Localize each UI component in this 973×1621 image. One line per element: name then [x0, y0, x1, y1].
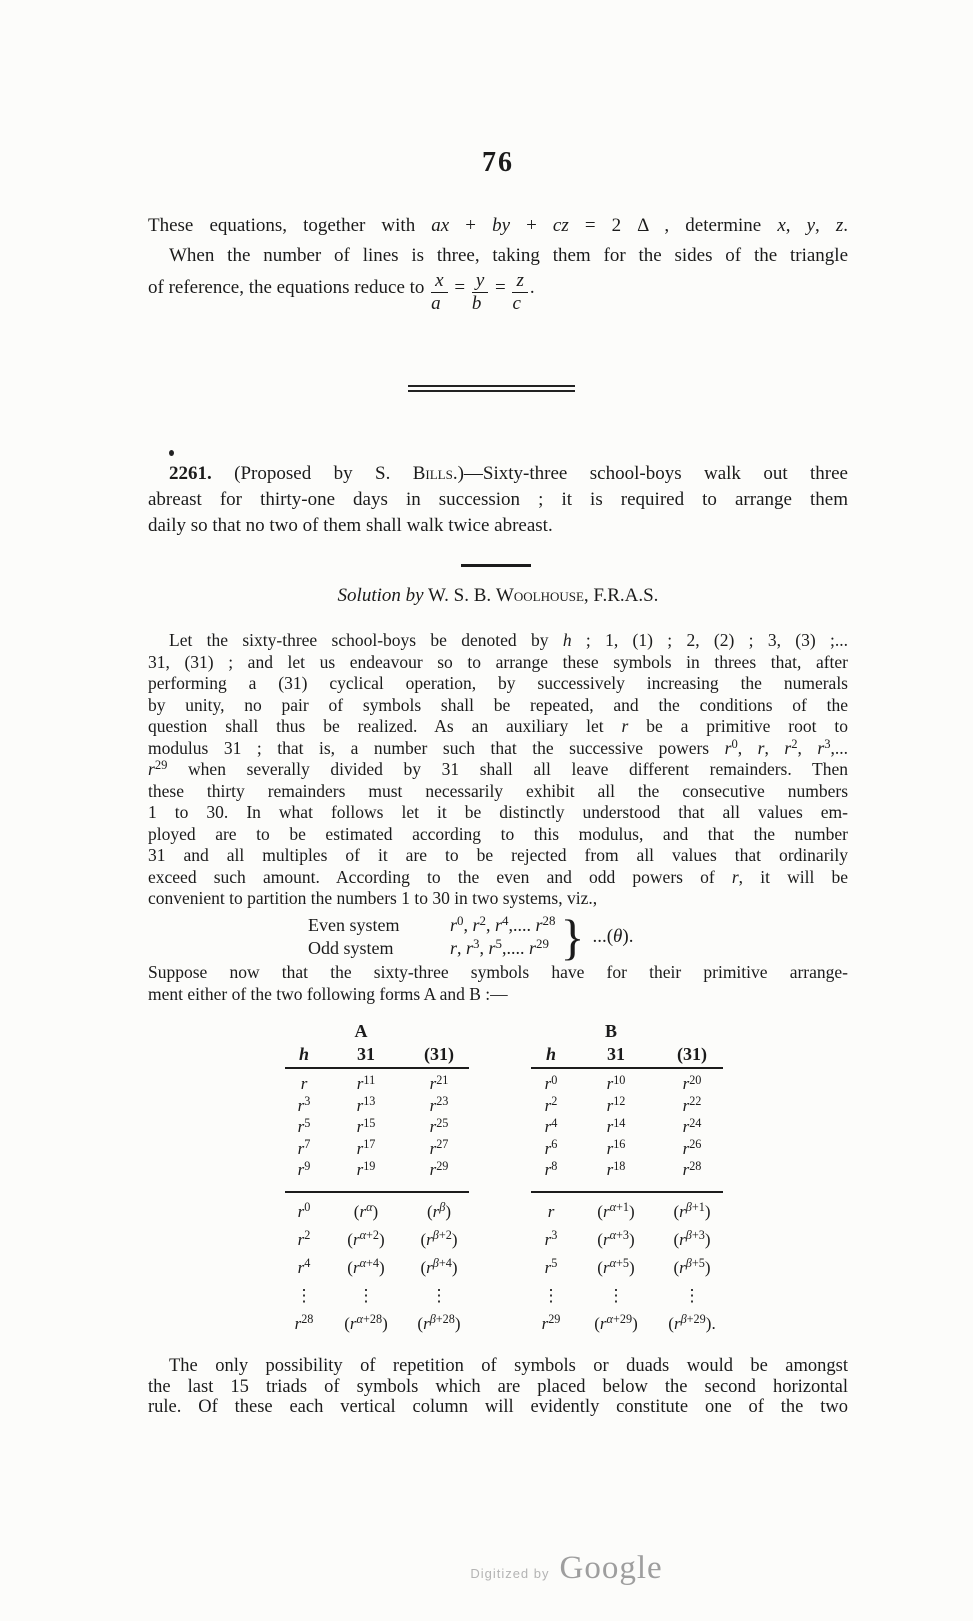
table-cell: $(r^{\beta+2})$: [420, 1228, 458, 1249]
ink-dot: [169, 450, 174, 456]
text-line: 31, (31) ; and let us endeavour so to arrange these symbols in threes that, after: [148, 651, 848, 672]
table-a-header-rule: [285, 1067, 469, 1069]
table-cell: $(r^{\beta+1})$: [673, 1200, 711, 1221]
system-formula: r, $r^3$, $r^5$,.... $r^{29}$: [450, 936, 549, 958]
table-b: [531, 1020, 723, 1338]
table-cell: $r^{10}$: [606, 1072, 626, 1093]
table-cell: $(r^{\beta+29})$.: [668, 1312, 716, 1333]
system-formula: $r^0$, $r^2$, $r^4$,.... $r^{28}$: [450, 913, 556, 935]
text-line: 31 and all multiples of it are to be rejected from all values that ordinarily: [148, 845, 848, 865]
table-cell: (31): [424, 1044, 454, 1064]
table-cell: $r^{25}$: [429, 1115, 449, 1136]
table-a-upper-rows: [285, 1073, 469, 1181]
table-cell: $r^5$: [544, 1256, 558, 1277]
table-cell: $r^0$: [297, 1200, 311, 1221]
table-cell: $r^{27}$: [429, 1137, 449, 1158]
table-b-upper-rows: [531, 1073, 723, 1181]
text-line: rule. Of these each vertical column will evidently constitute one of the two: [148, 1397, 848, 1417]
table-cell: $(r^{\alpha+29})$: [594, 1312, 638, 1333]
table-cell: 31: [357, 1044, 375, 1064]
table-cell: $r^5$: [297, 1115, 311, 1136]
text-line: daily so that no two of them shall walk twice abreast.: [148, 515, 553, 536]
table-cell: $r^{11}$: [356, 1072, 376, 1093]
table-a-label: A: [354, 1021, 368, 1041]
intro-paragraph: [148, 211, 848, 314]
text-line: by unity, no pair of symbols shall be repeated, and the conditions of the: [148, 694, 848, 715]
text-line: these thirty remainders must necessarily exhibit all the consecutive numbers: [148, 780, 848, 801]
table-a-header: [285, 1042, 469, 1066]
table-cell: 31: [607, 1044, 625, 1064]
text-line: performing a (31) cyclical operation, by successively increasing the numerals: [148, 673, 848, 693]
text-line: exceed such amount. According to the even and odd powers of r, it will be: [148, 866, 848, 887]
google-watermark: [0, 1550, 973, 1587]
table-cell: $r^2$: [297, 1228, 311, 1249]
text-line: 1 to 30. In what follows let it be distinctly understood that all values em-: [148, 802, 848, 822]
double-rule: [408, 385, 575, 392]
odd-system-row: [308, 937, 555, 960]
page-number: 76: [482, 147, 514, 178]
table-cell: $r^4$: [544, 1115, 558, 1136]
table-cell: $r^{22}$: [682, 1094, 702, 1115]
table-cell: $r^3$: [544, 1228, 558, 1249]
table-cell: $r^3$: [297, 1094, 311, 1115]
table-cell: h: [298, 1044, 309, 1064]
table-cell: $r^{17}$: [356, 1137, 376, 1158]
table-cell: $(r^{\alpha+4})$: [347, 1256, 385, 1277]
text-line: of reference, the equations reduce to $\frac{x}{a}$ = $\frac{y}{b}$ = $\frac{z}{c}$ .: [148, 270, 535, 314]
table-cell: r: [300, 1074, 308, 1093]
table-b-label: B: [604, 1021, 617, 1041]
table-cell: r: [547, 1201, 555, 1221]
table-cell: $(r^{\alpha+1})$: [597, 1200, 635, 1221]
table-cell: $r^9$: [297, 1158, 311, 1179]
table-cell: $r^{13}$: [356, 1094, 376, 1115]
google-logo: Google: [559, 1550, 663, 1586]
table-cell: $r^{26}$: [682, 1137, 702, 1158]
system-rows: [308, 914, 555, 960]
table-cell: $(r^\beta)$: [426, 1200, 452, 1221]
table-cell: $r^7$: [297, 1137, 311, 1158]
table-cell: $r^{12}$: [606, 1094, 626, 1115]
table-cell: $r^{29}$: [429, 1158, 449, 1179]
table-cell: $(r^{\alpha+28})$: [344, 1312, 388, 1333]
table-cell: ⋮: [607, 1285, 625, 1305]
text-line: abreast for thirty-one days in succession ; it is required to arrange them: [148, 489, 848, 510]
table-cell: $r^{29}$: [541, 1312, 561, 1333]
table-cell: $(r^\alpha)$: [353, 1200, 379, 1221]
table-cell: $r^{23}$: [429, 1094, 449, 1115]
table-cell: $r^{28}$: [682, 1158, 702, 1179]
watermark-prefix: Digitized by: [470, 1566, 550, 1581]
table-a: [285, 1020, 469, 1338]
text-line: Let the sixty-three school-boys be denoted by h ; 1, (1) ; 2, (2) ; 3, (3) ;...: [169, 630, 848, 650]
table-cell: $r^{28}$: [294, 1312, 314, 1333]
text-line: ployed are to be estimated according to this modulus, and that the number: [148, 823, 848, 844]
even-system-row: [308, 914, 555, 937]
closing-brace: }: [560, 909, 585, 965]
section-rule: [461, 564, 531, 567]
table-cell: $(r^{\alpha+2})$: [347, 1228, 385, 1249]
table-cell: $r^{16}$: [606, 1137, 626, 1158]
text-line: When the number of lines is three, taking them for the sides of the triangle: [169, 245, 848, 266]
text-line: the last 15 triads of symbols which are placed below the second horizontal: [148, 1376, 848, 1397]
table-cell: $r^{19}$: [356, 1158, 376, 1179]
system-label: Odd system: [308, 938, 394, 958]
text-line: modulus 31 ; that is, a number such that the successive powers $r^0$, r, $r^2$, $r^3$,...: [148, 736, 848, 758]
text-line: 2261. (Proposed by S. Bills.)—Sixty-three school-boys walk out three: [169, 463, 848, 484]
closing-paragraph: [148, 1356, 848, 1418]
problem-paragraph: [148, 461, 848, 539]
table-cell: $(r^{\beta+4})$: [420, 1256, 458, 1277]
table-cell: $r^{21}$: [429, 1072, 449, 1093]
table-b-mid-rule: [531, 1191, 723, 1193]
system-label: Even system: [308, 915, 400, 935]
solution-paragraph: [148, 630, 848, 910]
solution-heading: Solution by W. S. B. Woolhouse, F.R.A.S.: [337, 585, 659, 606]
table-cell: ⋮: [357, 1285, 375, 1305]
table-cell: ⋮: [295, 1285, 313, 1305]
table-cell: $(r^{\beta+3})$: [673, 1228, 711, 1249]
table-cell: $r^2$: [544, 1094, 558, 1115]
table-b-header: [531, 1042, 723, 1066]
table-cell: ⋮: [683, 1285, 701, 1305]
text-line: $r^{29}$ when severally divided by 31 shall all leave different remainders. Then: [148, 758, 848, 779]
text-line: convenient to partition the numbers 1 to 30 in two systems, viz.,: [148, 888, 598, 908]
table-cell: $r^{20}$: [682, 1072, 702, 1093]
table-a-mid-rule: [285, 1191, 469, 1193]
table-cell: $r^{24}$: [682, 1115, 702, 1136]
table-cell: $(r^{\alpha+3})$: [597, 1228, 635, 1249]
table-cell: $r^{14}$: [606, 1115, 626, 1136]
table-cell: $r^0$: [544, 1072, 558, 1093]
table-a-lower-rows: [285, 1198, 469, 1338]
table-cell: $(r^{\beta+28})$: [417, 1312, 461, 1333]
text-line: ment either of the two following forms A and B :—: [148, 983, 508, 1004]
table-cell: $r^{18}$: [606, 1158, 626, 1179]
table-b-lower-rows: [531, 1198, 723, 1338]
table-cell: $(r^{\beta+5})$: [673, 1256, 711, 1277]
table-cell: h: [545, 1044, 556, 1064]
table-cell: $r^6$: [544, 1137, 558, 1158]
table-cell: $r^8$: [544, 1158, 558, 1179]
table-cell: ⋮: [542, 1285, 560, 1305]
text-line: question shall thus be realized. As an auxiliary let r be a primitive root to: [148, 716, 849, 736]
text-line: These equations, together with ax + by + cz = 2 Δ , determine x, y, z.: [148, 215, 848, 236]
table-b-header-rule: [531, 1067, 723, 1069]
table-cell: (31): [677, 1044, 707, 1064]
text-line: The only possibility of repetition of symbols or duads would be amongst: [169, 1356, 848, 1376]
table-cell: $(r^{\alpha+5})$: [597, 1256, 635, 1277]
text-line: Suppose now that the sixty-three symbols have for their primitive arrange-: [148, 962, 848, 982]
table-cell: $r^{15}$: [356, 1115, 376, 1136]
suppose-paragraph: [148, 962, 848, 1005]
even-odd-system: [308, 909, 634, 965]
table-cell: ⋮: [430, 1285, 448, 1305]
equation-tag: ...(θ).: [592, 926, 634, 947]
table-cell: $r^4$: [297, 1256, 311, 1277]
